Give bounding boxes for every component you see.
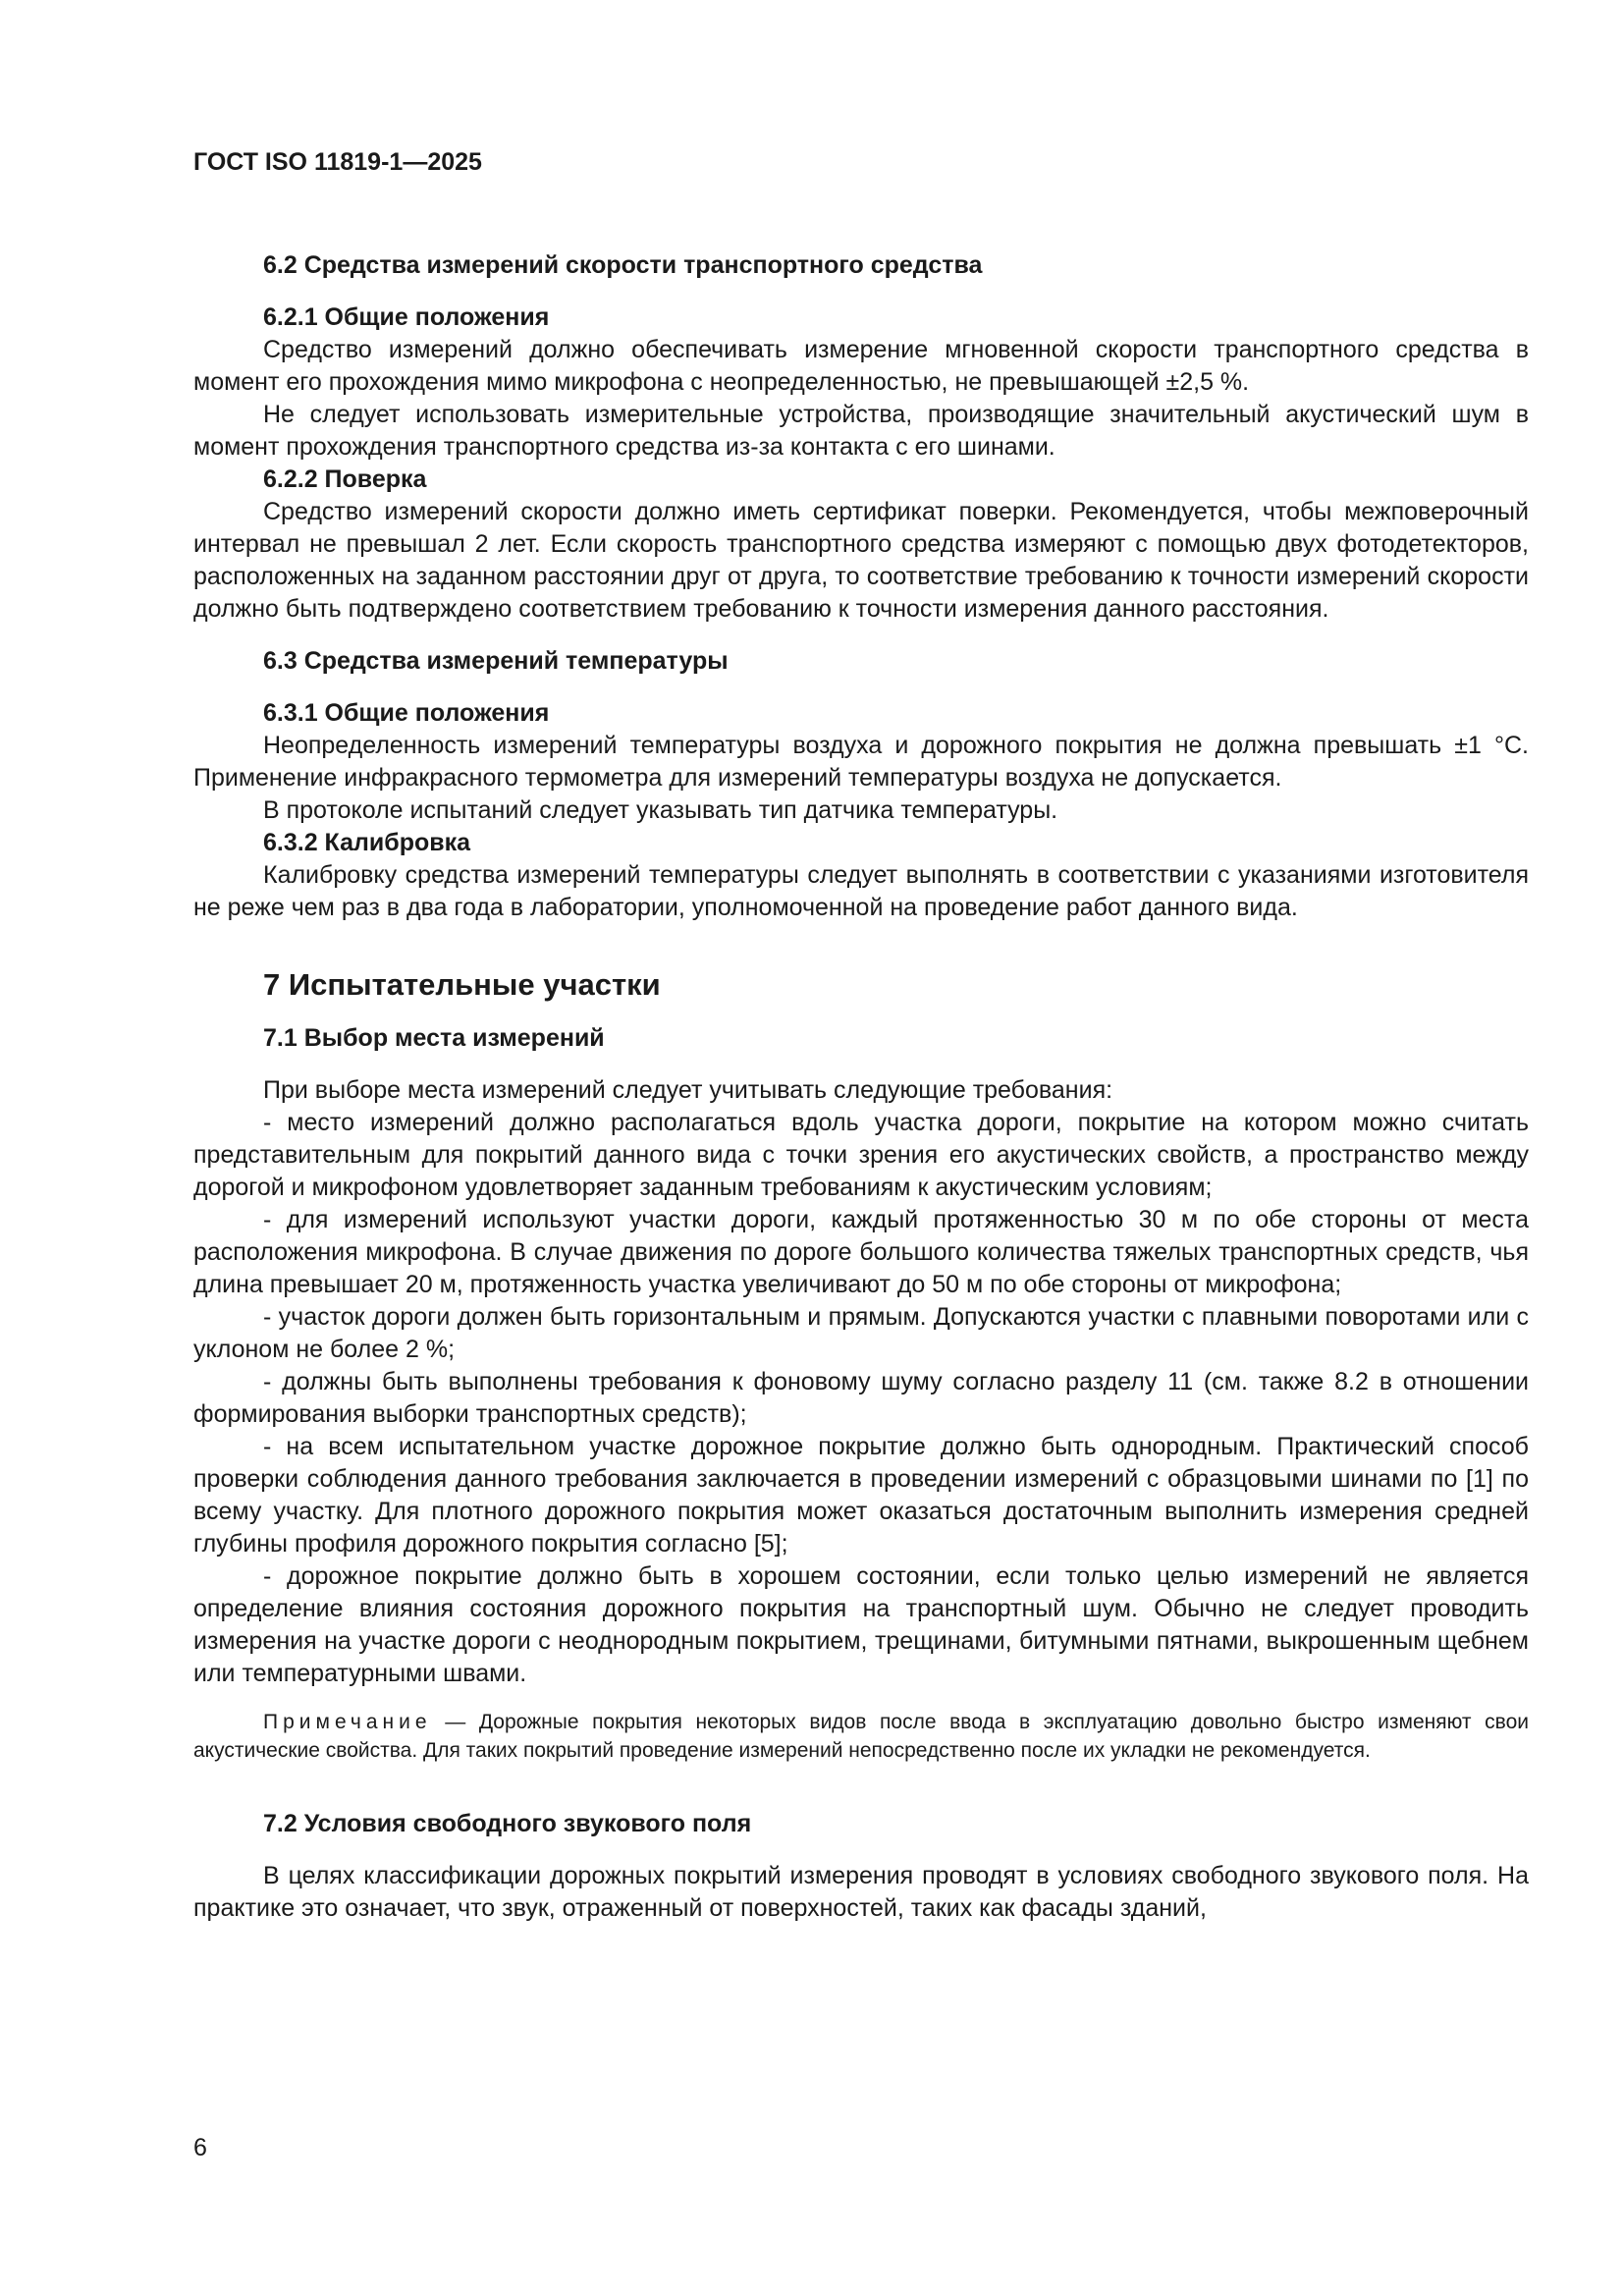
paragraph: Средство измерений должно обеспечивать измерение мгновенной скорости транспортного средства в момент его прохождения мимо микрофона с неопределенностью, не превышающей ±2,5 %. [193,336,1529,396]
heading-7-2: 7.2 Условия свободного звукового поля [263,1810,752,1837]
paragraph: Калибровку средства измерений температуры следует выполнять в соответствии с указаниями изготовителя не реже чем раз в два года в лаборатории, уполномоченной на проведение работ данного вида. [193,861,1529,921]
heading-6-3: 6.3 Средства измерений температуры [263,647,729,675]
list-item: - должны быть выполнены требования к фоновому шуму согласно разделу 11 (см. также 8.2 в отношении формирования выборки транспортных средств); [193,1368,1529,1428]
heading-7: 7 Испытательные участки [263,967,661,1002]
heading-6-3-2: 6.3.2 Калибровка [263,829,471,856]
note [193,1708,1529,1765]
list-item: - на всем испытательном участке дорожное покрытие должно быть однородным. Практический способ проверки соблюдения данного требования заключается в проведении измерений с образцовыми шинами по [1] по всему участку. Для плотного дорожного покрытия может оказаться достаточным выполнить измерения средней глубины профиля дорожного покрытия согласно [5]; [193,1433,1529,1558]
heading-6-2: 6.2 Средства измерений скорости транспортного средства [263,251,983,279]
page-number: 6 [193,2134,207,2161]
paragraph: При выборе места измерений следует учитывать следующие требования: [263,1076,1113,1104]
section-7 [193,965,1529,1925]
heading-6-3-1: 6.3.1 Общие положения [263,699,550,727]
document-page [193,147,1529,1925]
note-label: Примечание [263,1711,432,1733]
section-6-3 [193,645,1529,924]
paragraph: Не следует использовать измерительные устройства, производящие значительный акустический шум в момент прохождения транспортного средства из-за контакта с его шинами. [193,401,1529,461]
section-6-2 [193,249,1529,626]
paragraph: Неопределенность измерений температуры воздуха и дорожного покрытия не должна превышать ±1 °С. Применение инфракрасного термометра для измерений температуры воздуха не допускается. [193,732,1529,792]
document-code-header: ГОСТ ISO 11819-1—2025 [193,148,482,176]
heading-6-2-1: 6.2.1 Общие положения [263,303,550,331]
paragraph: Средство измерений скорости должно иметь сертификат поверки. Рекомендуется, чтобы межповерочный интервал не превышал 2 лет. Если скорость транспортного средства измеряют с помощью двух фотодетекторов, расположенных на заданном расстоянии друг от друга, то соответствие требованию к точности измерений скорости должно быть подтверждено соответствием требованию к точности измерения данного расстояния. [193,498,1529,623]
list-item: - для измерений используют участки дороги, каждый протяженностью 30 м по обе стороны от места расположения микрофона. В случае движения по дороге большого количества тяжелых транспортных средств, чья длина превышает 20 м, протяженность участка увеличивают до 50 м по обе стороны от микрофона; [193,1206,1529,1298]
list-item: - дорожное покрытие должно быть в хорошем состоянии, если только целью измерений не является определение влияния состояния дорожного покрытия на транспортный шум. Обычно не следует проводить измерения на участке дороги с неоднородным покрытием, трещинами, битумными пятнами, выкрошенным щебнем или температурными швами. [193,1562,1529,1687]
heading-7-1: 7.1 Выбор места измерений [263,1024,605,1052]
paragraph: В протоколе испытаний следует указывать тип датчика температуры. [263,796,1058,824]
note-text: — Дорожные покрытия некоторых видов после ввода в эксплуатацию довольно быстро изменяют свои акустические свойства. Для таких покрытий проведение измерений непосредственно после их укладки не рекомендуется. [193,1711,1529,1762]
list-item: - участок дороги должен быть горизонтальным и прямым. Допускаются участки с плавными поворотами или с уклоном не более 2 %; [193,1303,1529,1363]
list-item: - место измерений должно располагаться вдоль участка дороги, покрытие на котором можно считать представительным для покрытий данного вида с точки зрения его акустических свойств, а пространство между дорогой и микрофоном удовлетворяет заданным требованиям к акустическим условиям; [193,1109,1529,1201]
paragraph: В целях классификации дорожных покрытий измерения проводят в условиях свободного звукового поля. На практике это означает, что звук, отраженный от поверхностей, таких как фасады зданий, [193,1862,1529,1922]
heading-6-2-2: 6.2.2 Поверка [263,465,427,493]
